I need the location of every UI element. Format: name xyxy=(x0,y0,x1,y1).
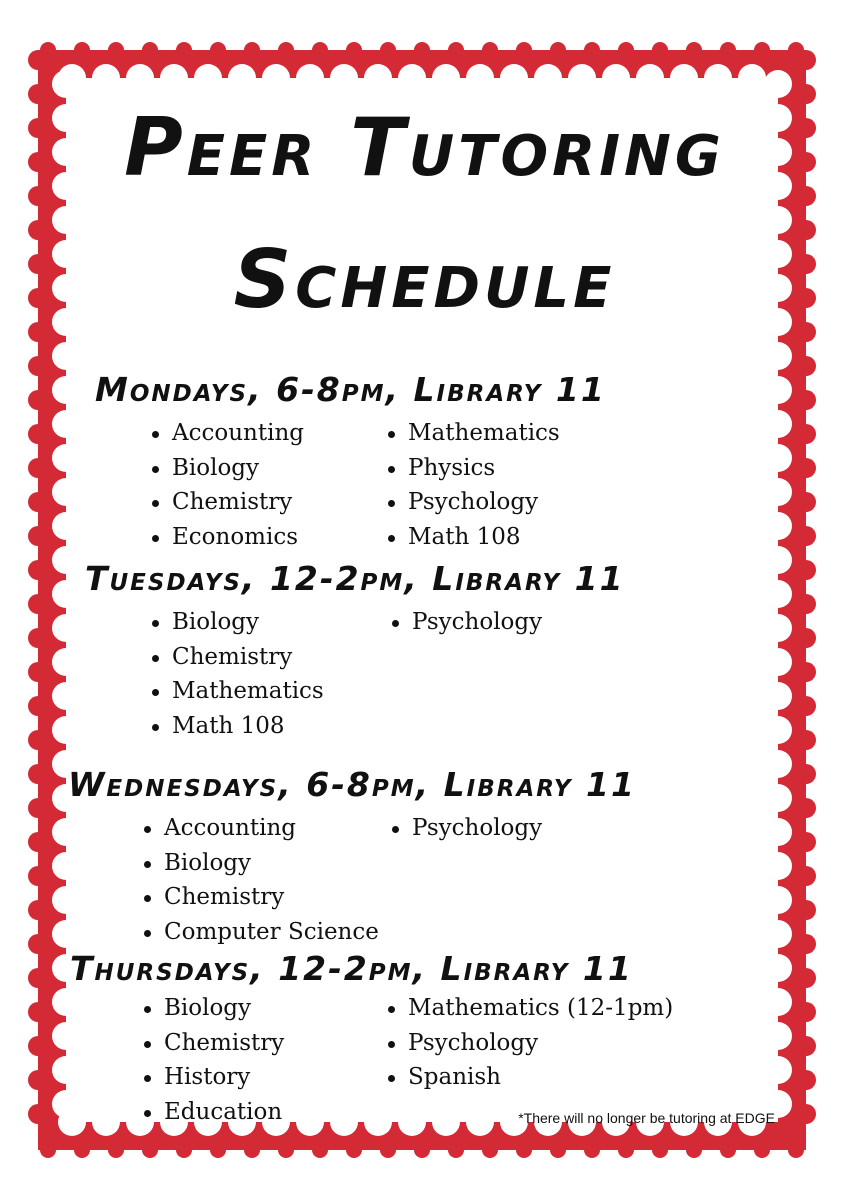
list-item: Chemistry xyxy=(150,485,304,520)
list-item: Accounting xyxy=(150,416,304,451)
page-title-line-1: Peer Tutoring xyxy=(124,101,725,194)
tuesday-heading: Tuesdays, 12-2pm, Library 11 xyxy=(85,559,625,598)
thursday-subjects-right xyxy=(386,991,673,1095)
list-item: Physics xyxy=(386,451,560,486)
list-item: Chemistry xyxy=(142,880,379,915)
list-item: Biology xyxy=(142,846,379,881)
list-item: Education xyxy=(142,1095,284,1130)
list-item: Mathematics xyxy=(386,416,560,451)
tuesday-subjects-left xyxy=(150,605,324,743)
list-item: Math 108 xyxy=(150,709,324,744)
list-item: Psychology xyxy=(386,485,560,520)
list-item: Math 108 xyxy=(386,520,560,555)
thursday-heading: Thursdays, 12-2pm, Library 11 xyxy=(70,949,633,988)
page-title-line-2: Schedule xyxy=(233,233,616,326)
list-item: Psychology xyxy=(390,811,542,846)
thursday-subjects-left xyxy=(142,991,284,1129)
monday-subjects-right xyxy=(386,416,560,554)
tuesday-subjects-right xyxy=(390,605,542,640)
list-item: Spanish xyxy=(386,1060,673,1095)
list-item: Chemistry xyxy=(150,640,324,675)
list-item: Mathematics (12-1pm) xyxy=(386,991,673,1026)
monday-heading: Mondays, 6-8pm, Library 11 xyxy=(95,370,606,409)
list-item: Computer Science xyxy=(142,915,379,950)
wednesday-heading: Wednesdays, 6-8pm, Library 11 xyxy=(68,765,636,804)
list-item: History xyxy=(142,1060,284,1095)
list-item: Biology xyxy=(142,991,284,1026)
list-item: Chemistry xyxy=(142,1026,284,1061)
wednesday-subjects-left xyxy=(142,811,379,949)
list-item: Biology xyxy=(150,605,324,640)
list-item: Psychology xyxy=(390,605,542,640)
monday-subjects-left xyxy=(150,416,304,554)
footnote: *There will no longer be tutoring at EDGE xyxy=(518,1110,775,1126)
list-item: Mathematics xyxy=(150,674,324,709)
list-item: Psychology xyxy=(386,1026,673,1061)
list-item: Economics xyxy=(150,520,304,555)
wednesday-subjects-right xyxy=(390,811,542,846)
list-item: Biology xyxy=(150,451,304,486)
list-item: Accounting xyxy=(142,811,379,846)
